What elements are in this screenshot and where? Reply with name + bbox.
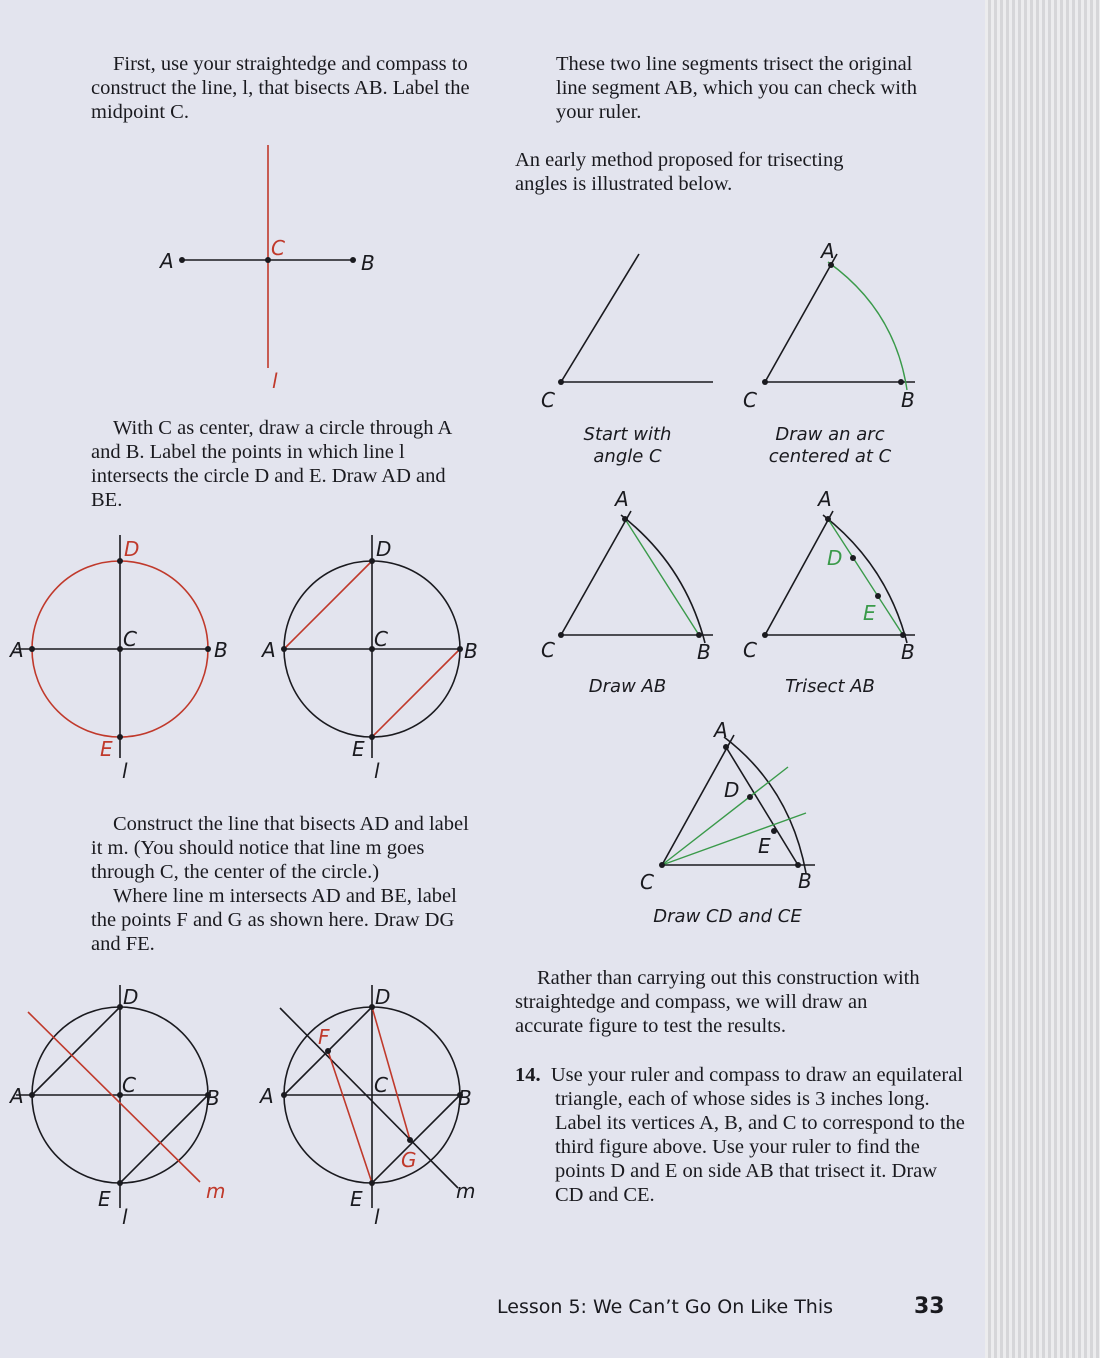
paragraph-text: First, use your straightedge and compass to construct the line, l, that bisects AB. Label the midpoint C. — [91, 53, 470, 123]
label-l: l — [272, 369, 278, 393]
label-g: G — [401, 1148, 417, 1172]
paragraph-text: Rather than carrying out this construction with straightedge and compass, we will draw an accurate figure to test the results. — [515, 967, 920, 1037]
point-b — [795, 862, 801, 868]
segment-fe — [328, 1051, 372, 1183]
label-c: C — [743, 638, 757, 662]
figure-bisect-ab — [150, 140, 390, 400]
point-a — [723, 744, 729, 750]
exercise-number: 14. — [515, 1064, 541, 1086]
point-e — [117, 734, 123, 740]
point-d — [747, 794, 753, 800]
label-a: A — [262, 638, 276, 662]
point-e — [771, 828, 777, 834]
point-b — [205, 646, 211, 652]
segment-ad — [284, 561, 372, 649]
caption-draw-ab: Draw AB — [588, 676, 667, 697]
page-edge — [985, 0, 1100, 1358]
ray-ca — [561, 254, 639, 382]
segment-be — [372, 649, 460, 737]
segment-cd — [662, 813, 806, 865]
point-e — [369, 734, 375, 740]
paragraph-early-method — [515, 148, 900, 196]
label-d: D — [375, 985, 391, 1009]
point-c — [558, 632, 564, 638]
label-a: A — [821, 239, 835, 263]
caption-trisect-ab: Trisect AB — [785, 676, 875, 697]
point-a — [281, 646, 287, 652]
label-e: E — [350, 1187, 363, 1211]
point-a — [281, 1092, 287, 1098]
figure-start-angle — [535, 240, 725, 415]
point-a — [29, 1092, 35, 1098]
footer-lesson-title: Lesson 5: We Can’t Go On Like This — [497, 1296, 834, 1318]
label-b: B — [361, 251, 375, 275]
label-a: A — [260, 1084, 274, 1108]
exercise-14 — [515, 1063, 965, 1207]
exercise-text: Use your ruler and compass to draw an equilateral triangle, each of whose sides is 3 inches long. Label its vertices A, B, and C to correspond to the third figure above. Use your ruler to find the points D and E on side AB that trisect it. Draw CD and CE. — [550, 1064, 965, 1206]
label-m: m — [206, 1179, 226, 1203]
line-m — [28, 1012, 200, 1182]
label-e: E — [758, 834, 771, 858]
figure-draw-cd-ce — [630, 715, 830, 900]
label-m: m — [456, 1179, 476, 1203]
paragraph-trisect-check — [556, 52, 931, 124]
label-a: A — [10, 638, 24, 662]
point-b — [696, 632, 702, 638]
label-c: C — [743, 388, 757, 412]
point-a — [29, 646, 35, 652]
label-a: A — [160, 249, 174, 273]
point-c — [659, 862, 665, 868]
label-e: E — [100, 737, 113, 761]
point-g — [407, 1137, 413, 1143]
paragraph-construct-m — [91, 812, 476, 956]
caption-start-angle: Start with angle C — [583, 424, 672, 467]
paragraph-text: Where line m intersects AD and BE, label the points F and G as shown here. Draw DG and FE. — [91, 885, 457, 955]
label-d: D — [827, 546, 843, 570]
label-c: C — [122, 1073, 136, 1097]
point-d — [369, 558, 375, 564]
label-a: A — [10, 1084, 24, 1108]
label-c: C — [123, 627, 137, 651]
label-c: C — [640, 870, 654, 894]
label-l: l — [374, 759, 380, 783]
label-b: B — [798, 869, 812, 893]
label-b: B — [464, 639, 478, 663]
figure-line-m — [8, 980, 238, 1240]
label-e: E — [98, 1187, 111, 1211]
label-b: B — [697, 640, 711, 664]
point-c — [762, 632, 768, 638]
figure-trisect-ab — [735, 485, 925, 665]
paragraph-circle-instruction — [91, 416, 476, 512]
point-a — [622, 516, 628, 522]
ray-ca — [765, 511, 833, 635]
caption-draw-arc: Draw an arc centered at C — [768, 424, 892, 467]
point-c — [558, 379, 564, 385]
label-a: A — [714, 718, 728, 742]
page-number: 33 — [914, 1294, 945, 1319]
label-c: C — [374, 1073, 388, 1097]
point-b — [898, 379, 904, 385]
label-d: D — [376, 537, 392, 561]
label-a: A — [615, 487, 629, 511]
point-e — [117, 1180, 123, 1186]
label-c: C — [541, 638, 555, 662]
point-e — [369, 1180, 375, 1186]
label-b: B — [901, 640, 915, 664]
paragraph-rather-than — [515, 966, 925, 1038]
point-d — [850, 555, 856, 561]
label-d: D — [724, 778, 740, 802]
ray-ca — [561, 511, 631, 635]
arc-ab — [828, 262, 907, 390]
label-e: E — [352, 737, 365, 761]
ray-ca — [765, 254, 837, 382]
label-b: B — [206, 1086, 220, 1110]
label-b: B — [214, 638, 228, 662]
figure-draw-ab — [535, 485, 725, 665]
label-d: D — [123, 985, 139, 1009]
point-e — [875, 593, 881, 599]
segment-be — [120, 1095, 208, 1183]
figure-ad-be — [258, 530, 488, 790]
label-e: E — [863, 601, 876, 625]
label-a: A — [818, 487, 832, 511]
segment-ab — [625, 519, 699, 635]
figure-f-g — [258, 980, 488, 1240]
label-l: l — [374, 1205, 380, 1229]
point-b — [900, 632, 906, 638]
figure-draw-arc — [735, 240, 925, 415]
point-a — [825, 516, 831, 522]
label-b: B — [901, 388, 915, 412]
paragraph-text: An early method proposed for trisecting angles is illustrated below. — [515, 149, 844, 195]
paragraph-text: With C as center, draw a circle through A and B. Label the points in which line l intersects the circle D and E. Draw AD and BE. — [91, 417, 452, 511]
label-f: F — [318, 1025, 330, 1049]
paragraph-bisect-instruction — [91, 52, 471, 124]
label-d: D — [124, 537, 140, 561]
segment-ad — [32, 1007, 120, 1095]
paragraph-text: Construct the line that bisects AD and label it m. (You should notice that line m goes through C, the center of the circle.) — [91, 813, 469, 883]
caption-draw-cd-ce: Draw CD and CE — [653, 906, 802, 927]
label-c: C — [374, 627, 388, 651]
point-b — [350, 257, 356, 263]
point-a — [179, 257, 185, 263]
label-c: C — [271, 236, 285, 260]
label-c: C — [541, 388, 555, 412]
point-d — [117, 558, 123, 564]
label-l: l — [122, 1205, 128, 1229]
line-m — [280, 1008, 458, 1188]
figure-circle-de — [8, 530, 238, 790]
paragraph-text: These two line segments trisect the original line segment AB, which you can check with your ruler. — [556, 53, 917, 123]
point-c — [762, 379, 768, 385]
point-b — [457, 646, 463, 652]
label-l: l — [122, 759, 128, 783]
label-b: B — [458, 1086, 472, 1110]
